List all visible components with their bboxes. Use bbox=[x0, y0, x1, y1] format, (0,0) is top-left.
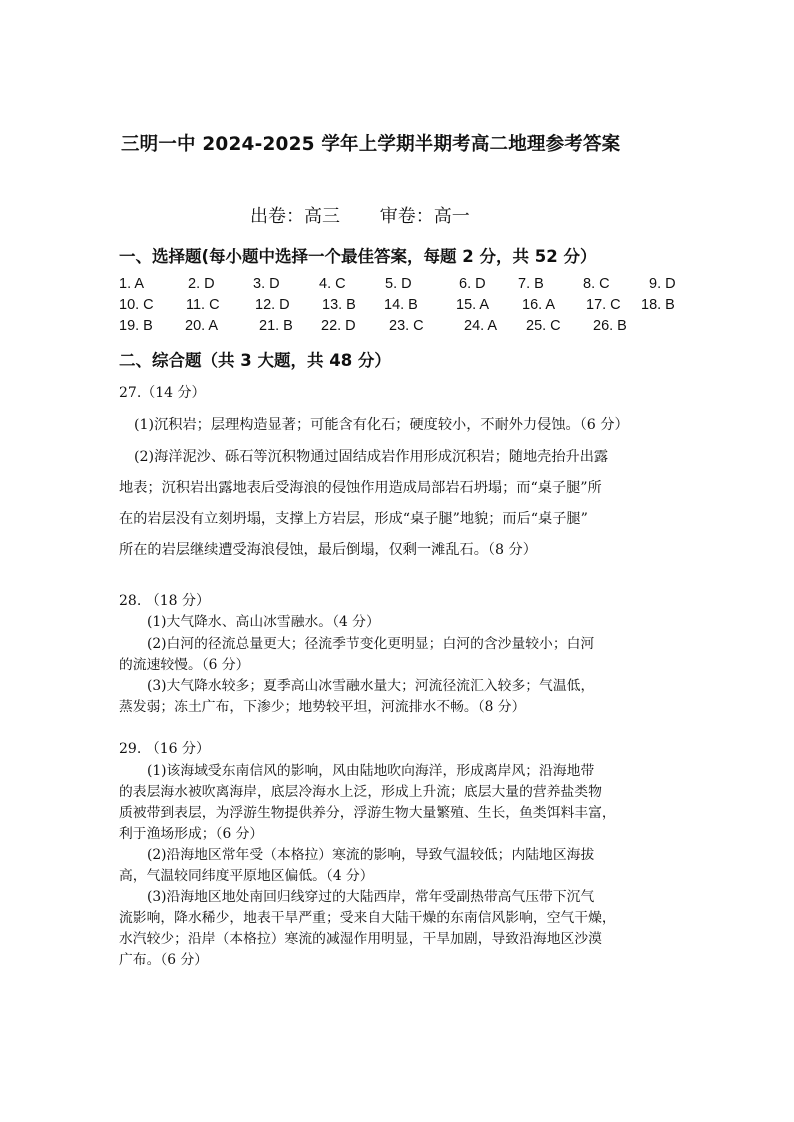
q29-line: 流影响，降水稀少，地表干旱严重；受来自大陆干燥的东南信风影响，空气干燥， bbox=[119, 910, 616, 926]
answer-item: 18. B bbox=[641, 297, 675, 313]
answer-item: 13. B bbox=[322, 297, 356, 313]
answer-item: 14. B bbox=[384, 297, 418, 313]
answer-item: 2. D bbox=[188, 276, 215, 292]
q27-line: (2)海洋泥沙、砾石等沉积物通过固结成岩作用形成沉积岩；随地壳抬升出露 bbox=[134, 449, 609, 465]
q29-line: (1)该海域受东南信风的影响，风由陆地吹向海洋，形成离岸风；沿海地带 bbox=[147, 763, 595, 779]
page-title: 三明一中 2024-2025 学年上学期半期考高二地理参考答案 bbox=[121, 134, 621, 155]
q28-line: (2)白河的径流总量更大；径流季节变化更明显；白河的含沙量较小；白河 bbox=[147, 636, 595, 652]
section2-heading: 二、综合题（共 3 大题，共 48 分） bbox=[119, 351, 391, 370]
answer-item: 19. B bbox=[119, 318, 153, 334]
q28-line: 蒸发弱；冻土广布，下渗少；地势较平坦，河流排水不畅。（8 分） bbox=[119, 699, 526, 715]
answers-row-3 bbox=[119, 318, 699, 338]
answer-item: 1. A bbox=[119, 276, 144, 292]
q28-heading: 28. （18 分） bbox=[119, 593, 210, 609]
answer-item: 4. C bbox=[319, 276, 346, 292]
q27-line: (1)沉积岩；层理构造显著；可能含有化石；硬度较小，不耐外力侵蚀。（6 分） bbox=[134, 417, 629, 433]
answer-item: 11. C bbox=[186, 297, 220, 313]
answer-item: 9. D bbox=[649, 276, 676, 292]
answer-item: 3. D bbox=[253, 276, 280, 292]
answer-item: 16. A bbox=[522, 297, 556, 313]
answer-item: 6. D bbox=[459, 276, 486, 292]
answer-item: 8. C bbox=[583, 276, 610, 292]
answer-item: 10. C bbox=[119, 297, 154, 313]
q28-line: 的流速较慢。（6 分） bbox=[119, 657, 250, 673]
answer-item: 26. B bbox=[593, 318, 627, 334]
section1-heading: 一、选择题(每小题中选择一个最佳答案，每题 2 分，共 52 分） bbox=[119, 247, 597, 266]
answer-item: 21. B bbox=[259, 318, 293, 334]
authors-line bbox=[250, 202, 504, 228]
q29-line: (2)沿海地区常年受（本格拉）寒流的影响，导致气温较低；内陆地区海拔 bbox=[147, 847, 595, 863]
answer-item: 25. C bbox=[526, 318, 561, 334]
answer-item: 7. B bbox=[518, 276, 544, 292]
reviewer-label: 审卷：高一 bbox=[379, 206, 470, 227]
answer-item: 20. A bbox=[185, 318, 219, 334]
answer-item: 12. D bbox=[255, 297, 290, 313]
q29-line: 水汽较少；沿岸（本格拉）寒流的减湿作用明显，干旱加剧，导致沿海地区沙漠 bbox=[119, 931, 602, 947]
q27-line: 所在的岩层继续遭受海浪侵蚀，最后倒塌，仅剩一滩乱石。（8 分） bbox=[119, 542, 537, 558]
q28-line: (3)大气降水较多；夏季高山冰雪融水量大；河流径流汇入较多；气温低， bbox=[147, 678, 595, 694]
answer-item: 23. C bbox=[389, 318, 424, 334]
answer-item: 15. A bbox=[456, 297, 490, 313]
answers-row-1 bbox=[119, 276, 699, 296]
q29-line: 广布。（6 分） bbox=[119, 952, 209, 968]
answer-item: 17. C bbox=[586, 297, 621, 313]
q29-line: 质被带到表层，为浮游生物提供养分，浮游生物大量繁殖、生长，鱼类饵料丰富， bbox=[119, 805, 616, 821]
setter-label: 出卷：高三 bbox=[250, 206, 340, 227]
q28-line: (1)大气降水、高山冰雪融水。（4 分） bbox=[147, 614, 380, 630]
q29-heading: 29. （16 分） bbox=[119, 741, 210, 757]
q29-line: 的表层海水被吹离海岸，底层冷海水上泛，形成上升流；底层大量的营养盐类物 bbox=[119, 784, 602, 800]
q29-line: (3)沿海地区地处南回归线穿过的大陆西岸，常年受副热带高气压带下沉气 bbox=[147, 889, 595, 905]
q27-heading: 27.（14 分） bbox=[119, 385, 206, 401]
q29-line: 利于渔场形成；（6 分） bbox=[119, 826, 264, 842]
answer-item: 5. D bbox=[385, 276, 412, 292]
q27-line: 在的岩层没有立刻坍塌，支撑上方岩层，形成“桌子腿”地貌；而后“桌子腿” bbox=[119, 511, 588, 527]
answer-item: 24. A bbox=[464, 318, 498, 334]
q27-line: 地表；沉积岩出露地表后受海浪的侵蚀作用造成局部岩石坍塌；而“桌子腿”所 bbox=[119, 480, 602, 496]
answers-row-2 bbox=[119, 297, 699, 317]
answer-item: 22. D bbox=[321, 318, 356, 334]
q29-line: 高，气温较同纬度平原地区偏低。（4 分） bbox=[119, 868, 374, 884]
